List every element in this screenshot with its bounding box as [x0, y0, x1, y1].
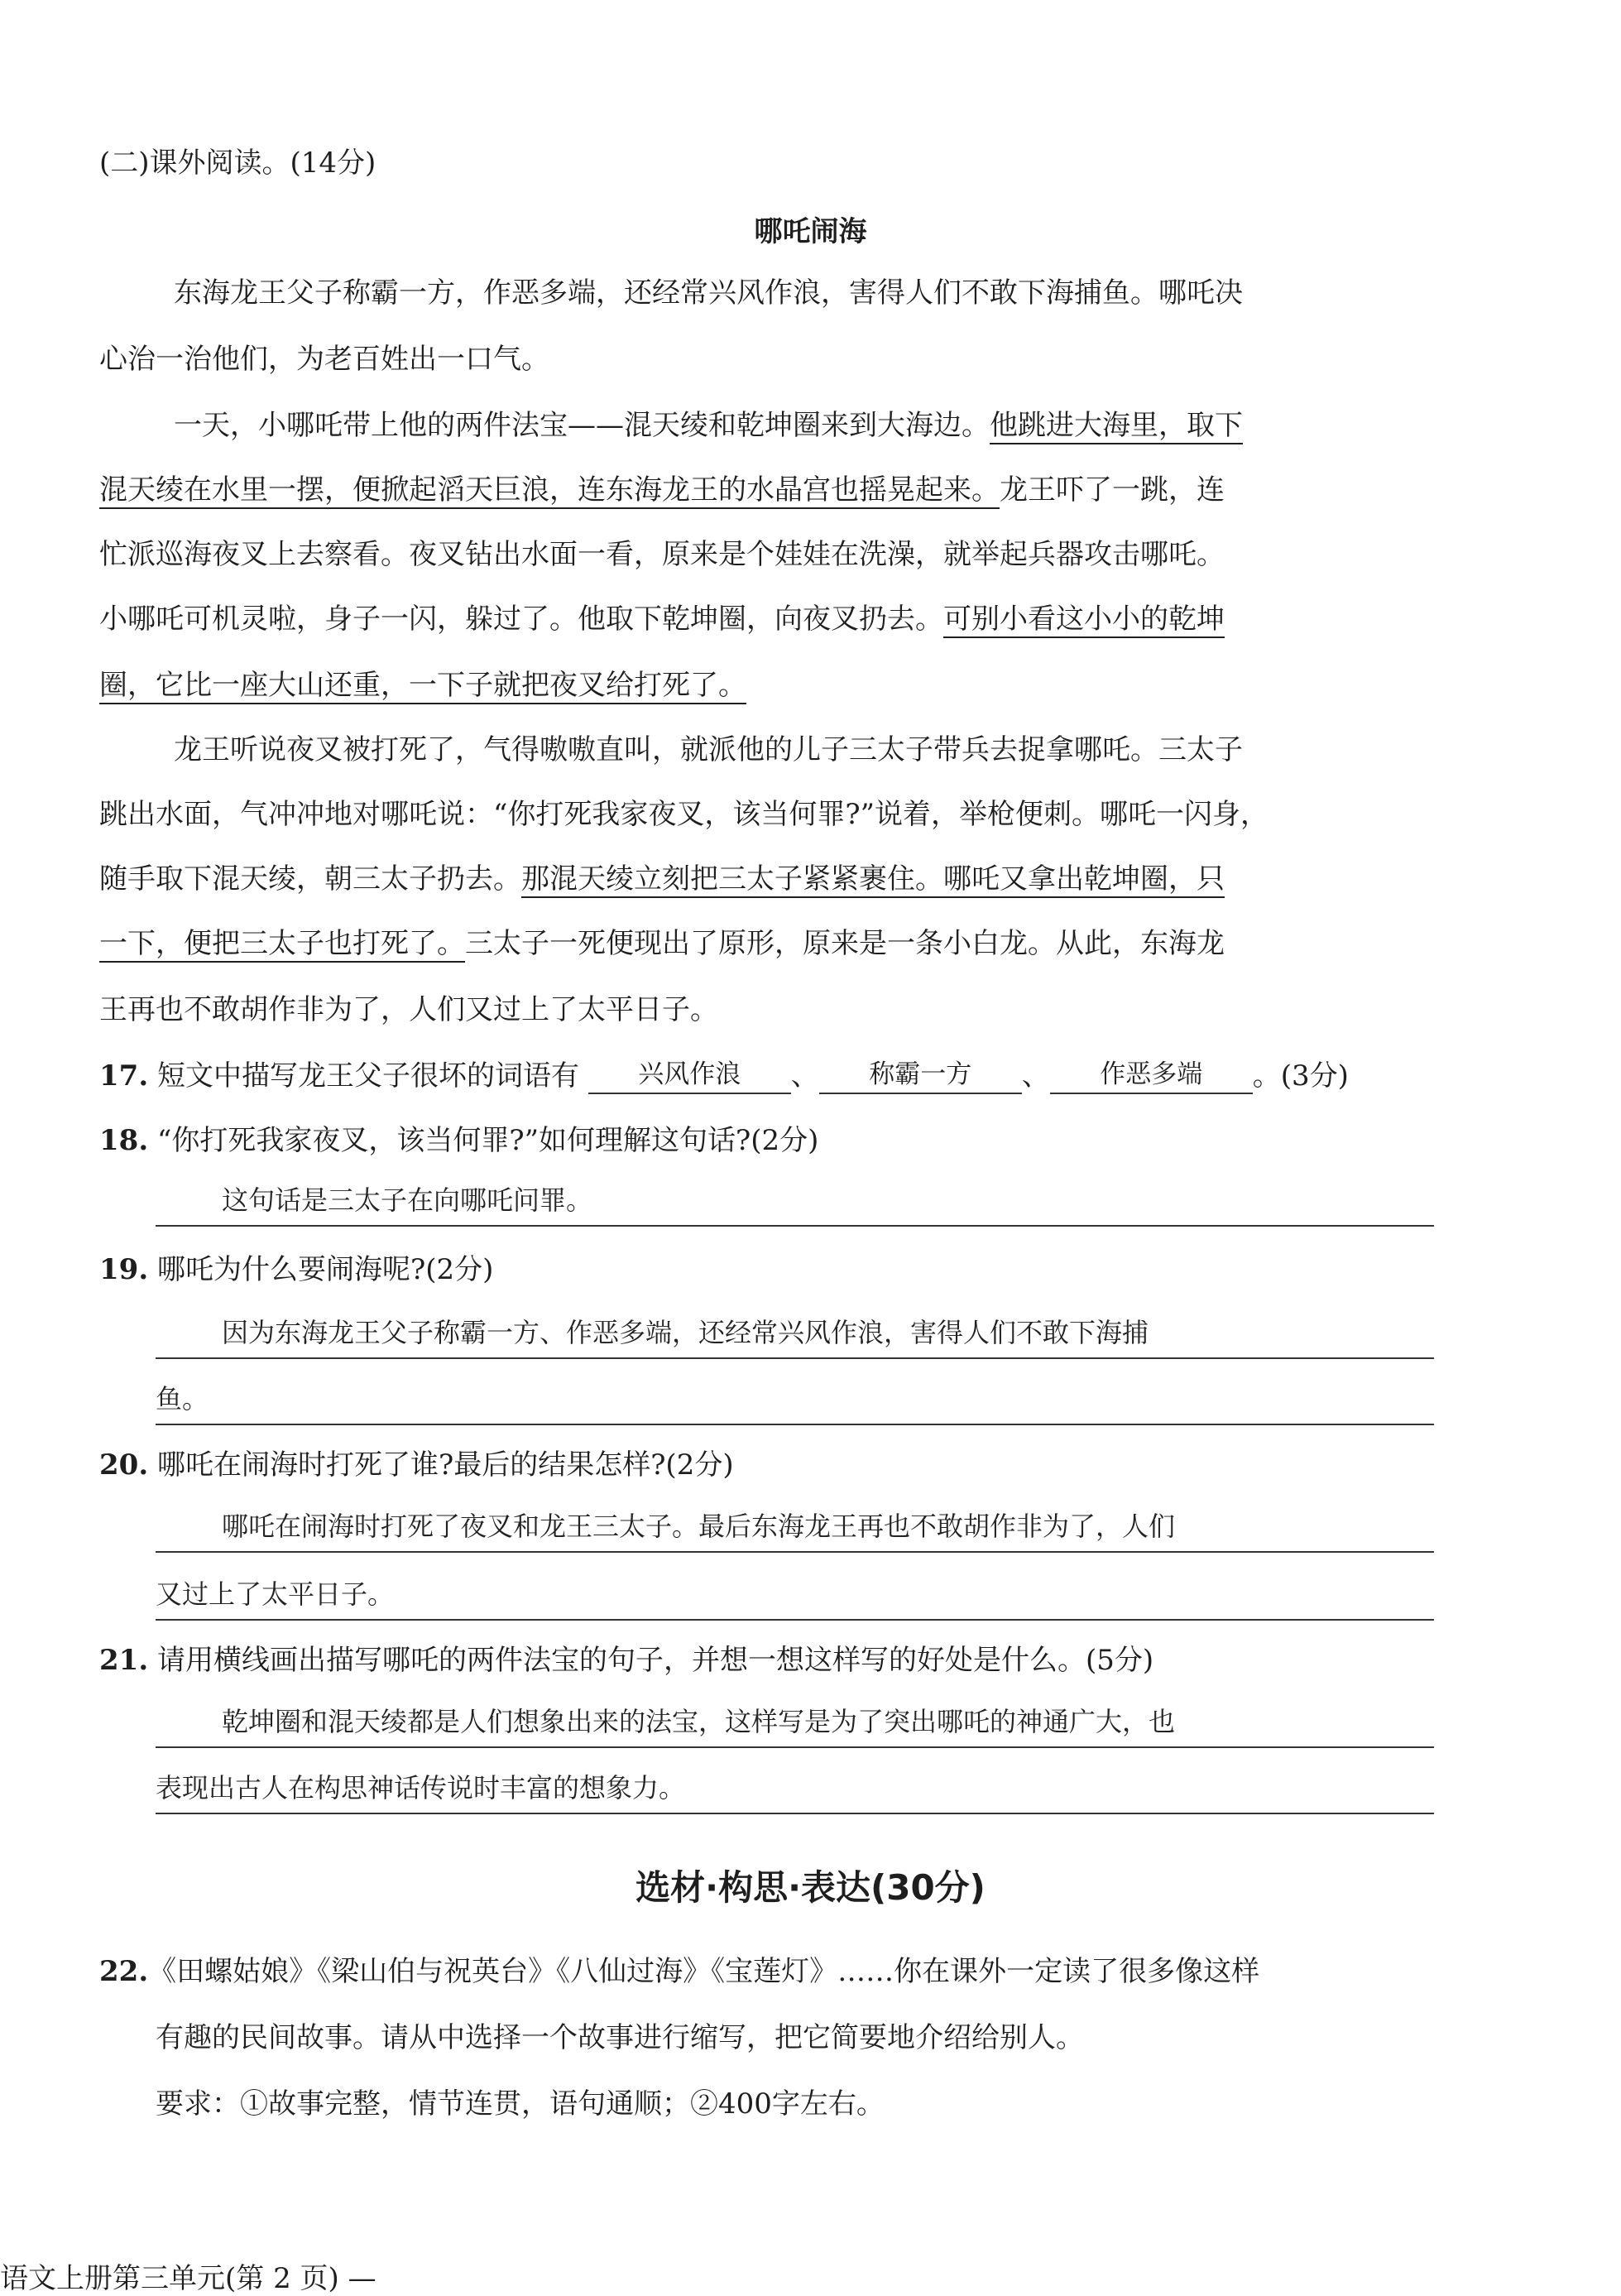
underlined-sentence: 混天绫在水里一摆，便掀起滔天巨浪，连东海龙王的水晶宫也摇晃起来。: [99, 473, 1000, 507]
answer-line[interactable]: 又过上了太平日子。: [156, 1569, 1434, 1621]
question-text: 短文中描写龙王父子很坏的词语有: [156, 1059, 579, 1093]
answer-line[interactable]: 表现出古人在构思神话传说时丰富的想象力。: [156, 1763, 1434, 1814]
section-title: 选材·构思·表达(30分): [635, 1867, 986, 1908]
question-text: 哪吒在闹海时打死了谁?最后的结果怎样?(2分): [156, 1448, 734, 1482]
answer-line[interactable]: 哪吒在闹海时打死了夜叉和龙王三太子。最后东海龙王再也不敢胡作非为了，人们: [156, 1501, 1434, 1553]
question-17: [99, 1056, 1349, 1094]
story-p2-line3: 忙派巡海夜叉上去察看。夜叉钻出水面一看，原来是个娃娃在洗澡，就举起兵器攻击哪吒。: [99, 538, 1225, 571]
question-22: [99, 1953, 1259, 1990]
question-number: 22.: [99, 1955, 149, 1988]
question-number: 18.: [99, 1124, 149, 1157]
story-text: 随手取下混天绫，朝三太子扔去。: [99, 862, 521, 896]
story-text: 一天，小哪吒带上他的两件法宝——混天绫和乾坤圈来到大海边。: [174, 409, 990, 442]
answer-line[interactable]: 这句话是三太子在向哪吒问罪。: [156, 1175, 1434, 1227]
answer-blank-2[interactable]: 称霸一方: [819, 1056, 1022, 1094]
story-text: 龙王吓了一跳，连: [1000, 473, 1225, 507]
story-title: 哪吒闹海: [754, 215, 867, 248]
answer-line[interactable]: 乾坤圈和混天绫都是人们想象出来的法宝，这样写是为了突出哪吒的神通广大，也: [156, 1697, 1434, 1748]
underlined-sentence: 可别小看这小小的乾坤: [943, 603, 1225, 636]
question-number: 19.: [99, 1253, 149, 1286]
story-p2-line1: [174, 407, 1243, 444]
story-p2-line5: [99, 667, 746, 704]
underlined-sentence: 圈，它比一座大山还重，一下子就把夜叉给打死了。: [99, 669, 746, 702]
question-text: “你打死我家夜叉，该当何罪?”如何理解这句话?(2分): [156, 1124, 819, 1157]
answer-line[interactable]: 鱼。: [156, 1374, 1434, 1425]
question-score: 。(3分): [1252, 1059, 1349, 1093]
question-number: 17.: [99, 1059, 149, 1093]
answer-blank-3[interactable]: 作恶多端: [1050, 1056, 1253, 1094]
question-20: [99, 1447, 734, 1483]
separator: 、: [1021, 1059, 1050, 1093]
question-19: [99, 1251, 493, 1288]
answer-blank-1[interactable]: 兴风作浪: [588, 1056, 791, 1094]
question-number: 21.: [99, 1644, 149, 1677]
section-label: (二)课外阅读。(14分): [99, 147, 376, 180]
answer-line[interactable]: 因为东海龙王父子称霸一方、作恶多端，还经常兴风作浪，害得人们不敢下海捕: [156, 1308, 1434, 1359]
question-22-requirements: 要求：①故事完整，情节连贯，语句通顺；②400字左右。: [156, 2087, 885, 2121]
question-number: 20.: [99, 1448, 149, 1482]
story-p3-line4: [99, 925, 1225, 962]
story-p2-line2: [99, 472, 1225, 508]
question-21: [99, 1642, 1153, 1679]
page-footer: 语文上册第三单元(第 2 页) —: [0, 2262, 376, 2295]
question-text: 《田螺姑娘》《梁山伯与祝英台》《八仙过海》《宝莲灯》……你在课外一定读了很多像这样: [148, 1955, 1260, 1988]
question-18: [99, 1122, 818, 1159]
question-text: 哪吒为什么要闹海呢?(2分): [156, 1253, 494, 1286]
story-p3-line3: [99, 861, 1225, 897]
question-22-line2: 有趣的民间故事。请从中选择一个故事进行缩写，把它简要地介绍给别人。: [156, 2021, 1084, 2054]
separator: 、: [790, 1059, 819, 1093]
story-text: 小哪吒可机灵啦，身子一闪，躲过了。他取下乾坤圈，向夜叉扔去。: [99, 603, 943, 636]
story-p1-line2: 心治一治他们，为老百姓出一口气。: [99, 343, 549, 376]
underlined-sentence: 那混天绫立刻把三太子紧紧裹住。哪吒又拿出乾坤圈，只: [521, 862, 1225, 896]
story-p3-line5: 王再也不敢胡作非为了，人们又过上了太平日子。: [99, 993, 718, 1026]
underlined-sentence: 一下，便把三太子也打死了。: [99, 927, 465, 960]
story-text: 三太子一死便现出了原形，原来是一条小白龙。从此，东海龙: [465, 927, 1225, 960]
story-p2-line4: [99, 601, 1225, 637]
question-text: 请用横线画出描写哪吒的两件法宝的句子，并想一想这样写的好处是什么。(5分): [156, 1644, 1154, 1677]
story-p1-line1: 东海龙王父子称霸一方，作恶多端，还经常兴风作浪，害得人们不敢下海捕鱼。哪吒决: [174, 276, 1243, 310]
underlined-sentence: 他跳进大海里，取下: [990, 409, 1243, 442]
story-p3-line2: 跳出水面，气冲冲地对哪吒说：“你打死我家夜叉，该当何罪?”说着，举枪便刺。哪吒一闪身，: [99, 798, 1269, 831]
story-p3-line1: 龙王听说夜叉被打死了，气得嗷嗷直叫，就派他的儿子三太子带兵去捉拿哪吒。三太子: [174, 733, 1243, 766]
